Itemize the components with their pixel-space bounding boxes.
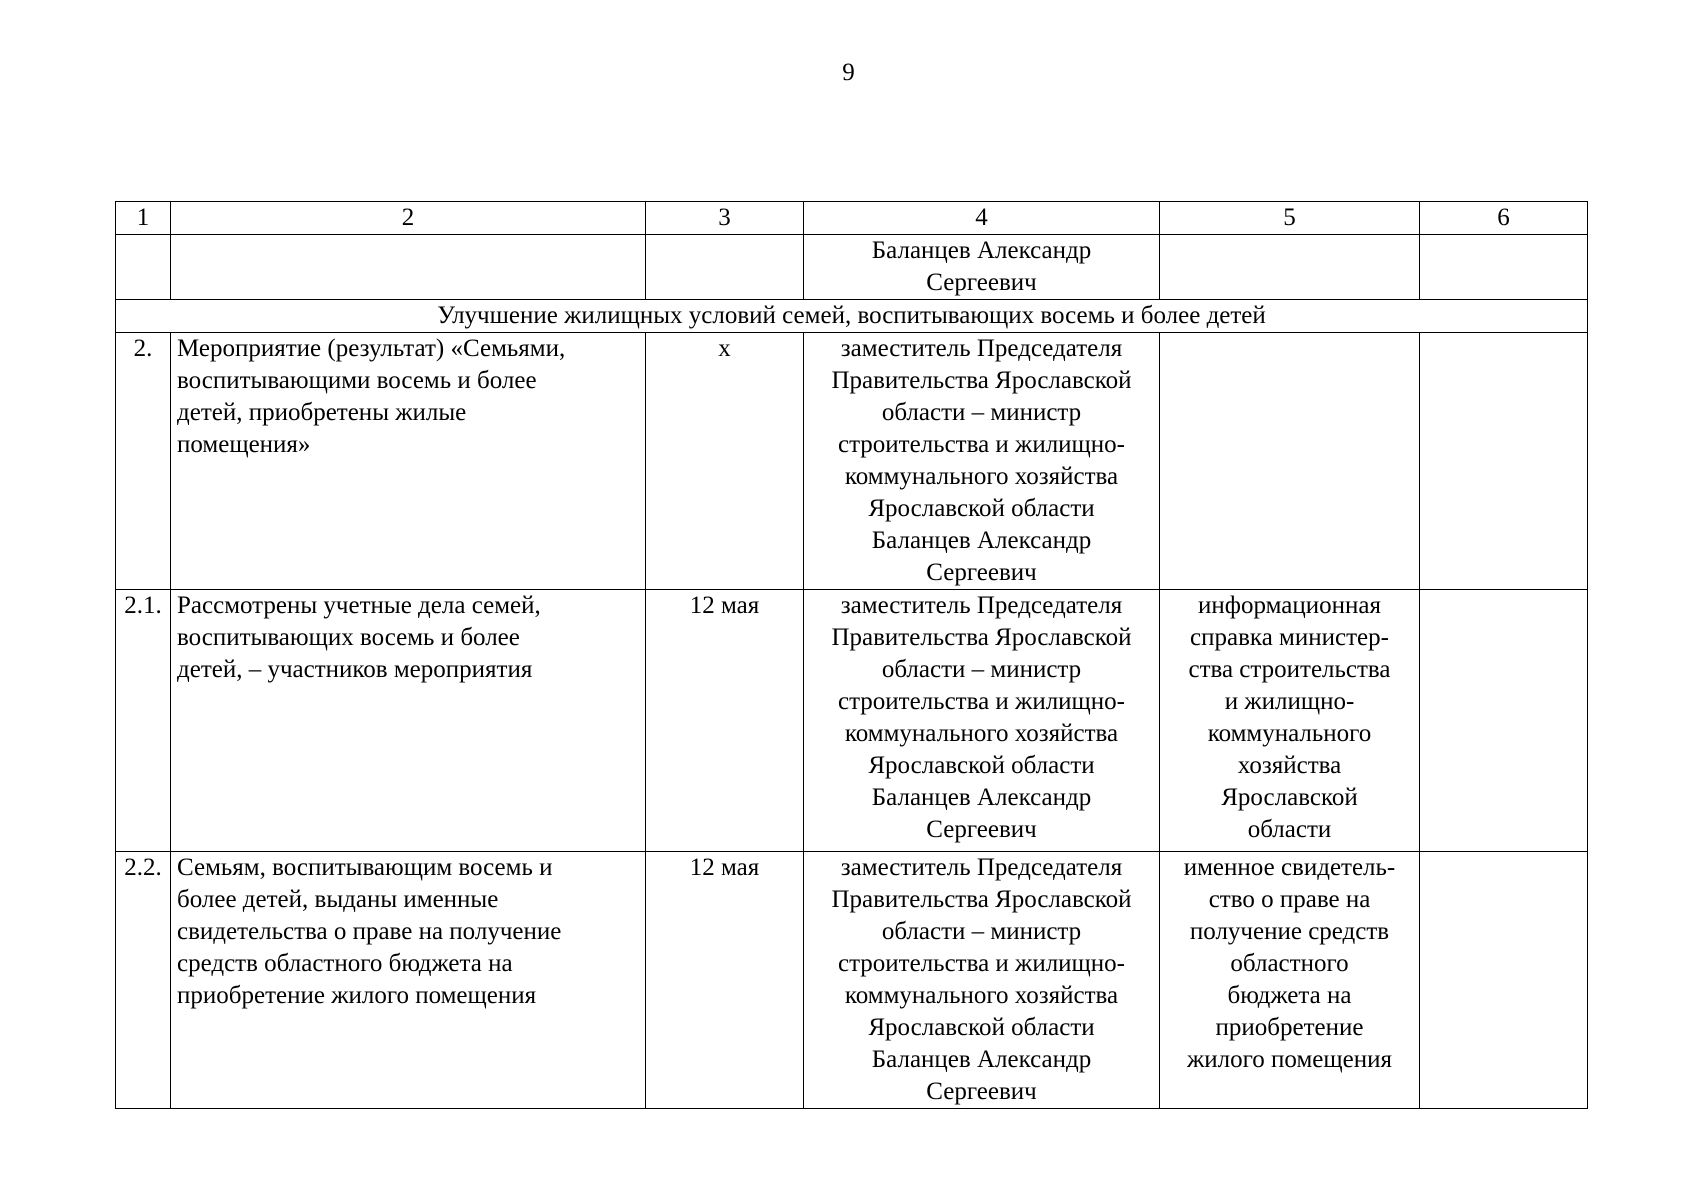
- row-responsible-line: заместитель Председателя: [840, 854, 1123, 881]
- header-cell-1: 1: [116, 202, 171, 235]
- row-responsible-line: Сергеевич: [926, 559, 1037, 586]
- row-responsible-line: области – министр: [881, 656, 1082, 683]
- row-responsible-line: коммунального хозяйства: [844, 720, 1119, 747]
- row-responsible-line: Сергеевич: [926, 816, 1037, 843]
- row-name-line: более детей, выданы именные: [177, 886, 499, 913]
- row-responsible-line: Баланцев Александр: [871, 527, 1092, 554]
- row-document-line: области: [1247, 816, 1332, 843]
- row-responsible-line: строительства и жилищно-: [837, 688, 1126, 715]
- row-extra: [1420, 590, 1588, 852]
- row-responsible-line: Правительства Ярославской: [831, 367, 1132, 394]
- row-name-line: воспитывающих восемь и более: [177, 624, 520, 651]
- table-row: [116, 590, 1588, 852]
- row-extra: [1420, 333, 1588, 590]
- header-row: [116, 202, 1588, 235]
- row-responsible-line: строительства и жилищно-: [837, 431, 1126, 458]
- header-cell-4: 4: [804, 202, 1160, 235]
- row-responsible-line: Сергеевич: [926, 1078, 1037, 1105]
- header-cell-2: 2: [171, 202, 646, 235]
- row-document-line: справка министер-: [1190, 624, 1389, 651]
- plan-table: [115, 201, 1588, 1109]
- row-name-line: свидетельства о праве на получение: [177, 918, 562, 945]
- section-title: Улучшение жилищных условий семей, воспитывающих восемь и более детей: [116, 300, 1588, 333]
- row-responsible-line: Ярославской области: [868, 495, 1095, 522]
- cont-responsible-cell: [804, 235, 1160, 300]
- page-number: 9: [842, 59, 855, 86]
- row-number: 2.2.: [116, 852, 171, 1109]
- row-responsible-line: строительства и жилищно-: [837, 950, 1126, 977]
- cont-responsible-line: Баланцев Александр: [871, 237, 1092, 264]
- row-name-line: помещения»: [177, 431, 311, 458]
- header-cell-5: 5: [1160, 202, 1420, 235]
- row-responsible: [804, 333, 1160, 590]
- row-name: [171, 590, 646, 852]
- row-number: 2.: [116, 333, 171, 590]
- row-responsible-line: Правительства Ярославской: [831, 886, 1132, 913]
- row-document: [1160, 852, 1420, 1109]
- row-document-line: и жилищно-: [1224, 688, 1355, 715]
- row-responsible-line: Баланцев Александр: [871, 1046, 1092, 1073]
- row-name: [171, 852, 646, 1109]
- row-name-line: воспитывающими восемь и более: [177, 367, 537, 394]
- header-cell-3: 3: [646, 202, 804, 235]
- row-document-line: бюджета на: [1227, 982, 1352, 1009]
- row-responsible: [804, 590, 1160, 852]
- row-responsible: [804, 852, 1160, 1109]
- row-name-line: приобретение жилого помещения: [177, 982, 537, 1009]
- row-responsible-line: заместитель Председателя: [840, 592, 1123, 619]
- row-document-line: получение средств: [1189, 918, 1390, 945]
- row-document-line: информационная: [1198, 592, 1381, 619]
- row-document-line: приобретение: [1215, 1014, 1364, 1041]
- row-extra: [1420, 852, 1588, 1109]
- cont-date-cell: [646, 235, 804, 300]
- continuation-row: [116, 235, 1588, 300]
- row-name-line: детей, – участников мероприятия: [177, 656, 533, 683]
- cont-responsible-line: Сергеевич: [926, 269, 1037, 296]
- section-row: [116, 300, 1588, 333]
- row-document-line: Ярославской: [1221, 784, 1358, 811]
- row-number: 2.1.: [116, 590, 171, 852]
- cont-num-cell: [116, 235, 171, 300]
- row-document-line: областного: [1230, 950, 1349, 977]
- row-name-line: средств областного бюджета на: [177, 950, 513, 977]
- row-name-line: Рассмотрены учетные дела семей,: [177, 592, 541, 619]
- row-document: [1160, 333, 1420, 590]
- table-row: [116, 333, 1588, 590]
- row-responsible-line: области – министр: [881, 399, 1082, 426]
- row-responsible-line: Правительства Ярославской: [831, 624, 1132, 651]
- row-name: [171, 333, 646, 590]
- row-responsible-line: области – министр: [881, 918, 1082, 945]
- row-name-line: Мероприятие (результат) «Семьями,: [177, 335, 566, 362]
- row-responsible-line: Ярославской области: [868, 1014, 1095, 1041]
- row-document-line: ство о праве на: [1208, 886, 1371, 913]
- row-responsible-line: Ярославской области: [868, 752, 1095, 779]
- row-date: 12 мая: [646, 590, 804, 852]
- row-name-line: детей, приобретены жилые: [177, 399, 467, 426]
- row-document-line: ства строительства: [1188, 656, 1391, 683]
- table-row: [116, 852, 1588, 1109]
- row-date: x: [646, 333, 804, 590]
- row-date: 12 мая: [646, 852, 804, 1109]
- row-responsible-line: заместитель Председателя: [840, 335, 1123, 362]
- row-responsible-line: Баланцев Александр: [871, 784, 1092, 811]
- cont-extra-cell: [1420, 235, 1588, 300]
- cont-name-cell: [171, 235, 646, 300]
- row-responsible-line: коммунального хозяйства: [844, 982, 1119, 1009]
- row-document-line: коммунального: [1207, 720, 1372, 747]
- row-document-line: именное свидетель-: [1183, 854, 1396, 881]
- row-responsible-line: коммунального хозяйства: [844, 463, 1119, 490]
- row-name-line: Семьям, воспитывающим восемь и: [177, 854, 553, 881]
- row-document-line: хозяйства: [1237, 752, 1342, 779]
- cont-document-cell: [1160, 235, 1420, 300]
- row-document-line: жилого помещения: [1187, 1046, 1392, 1073]
- row-document: [1160, 590, 1420, 852]
- header-cell-6: 6: [1420, 202, 1588, 235]
